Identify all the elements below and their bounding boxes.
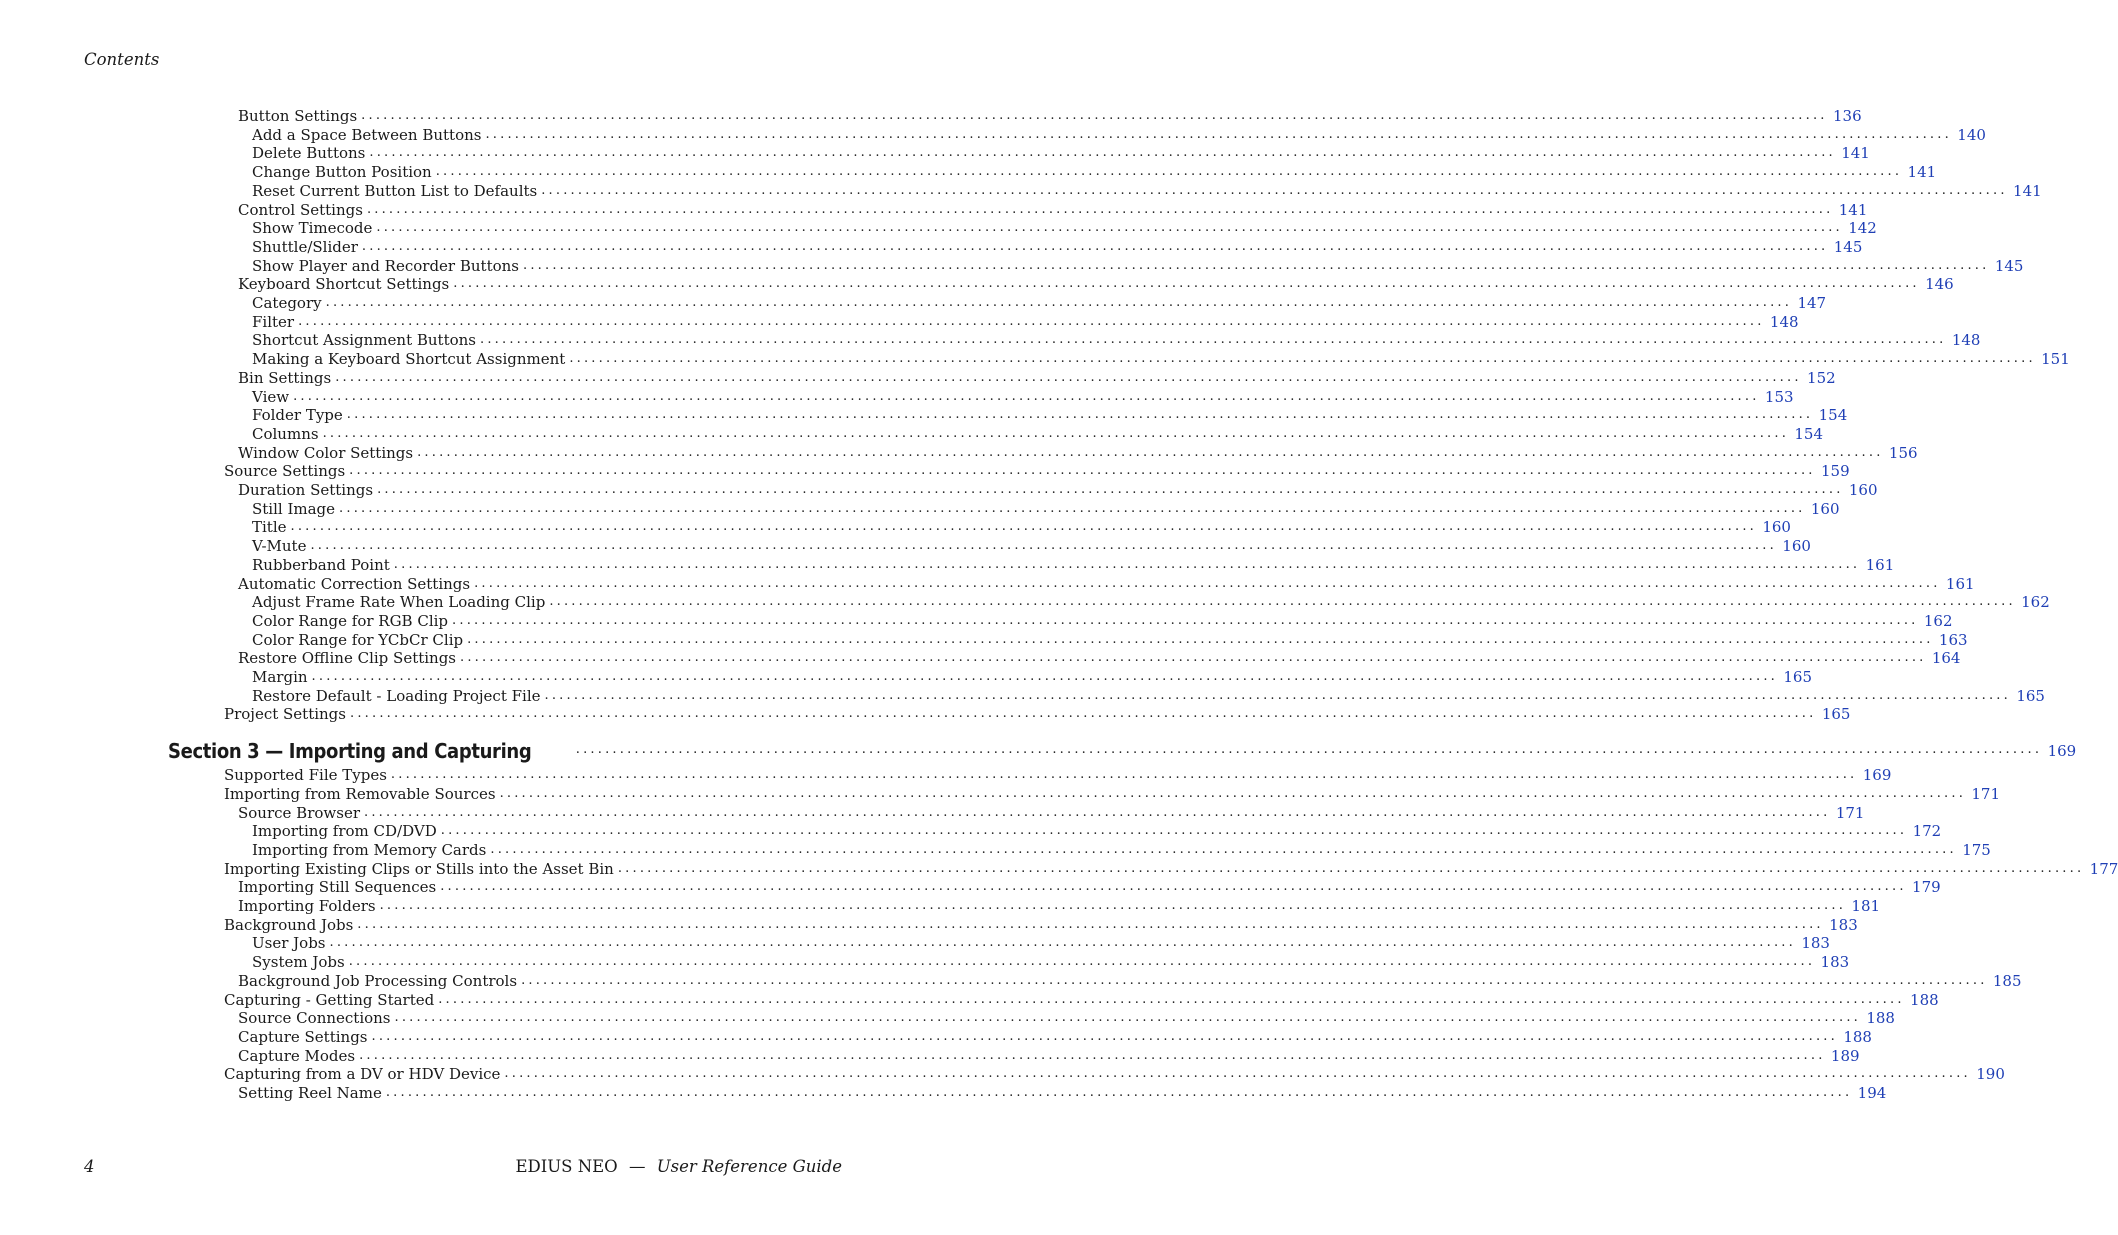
toc-entry[interactable] [252, 144, 1870, 163]
toc-page-link[interactable]: 169 [2047, 742, 2077, 761]
toc-dot-leader: ........................................................................................................................................................................................................ [376, 220, 1843, 236]
toc-entry[interactable] [238, 1009, 1895, 1028]
toc-entry-title: Importing Existing Clips or Stills into the Asset Bin [224, 859, 614, 878]
toc-page-link[interactable]: 160 [1782, 537, 1811, 556]
toc-entry[interactable] [252, 350, 2070, 369]
toc-entry[interactable] [252, 953, 1850, 972]
toc-entry[interactable] [252, 406, 1848, 425]
footer-product: EDIUS NEO [515, 1157, 618, 1176]
toc-dot-leader: ........................................................................................................................................................................................................ [504, 1066, 1971, 1082]
toc-page-link[interactable]: 177 [2089, 859, 2118, 878]
toc-entry-title: Keyboard Shortcut Settings [238, 275, 450, 294]
toc-page-link[interactable]: 153 [1764, 387, 1794, 406]
toc-entry[interactable] [238, 275, 1954, 294]
toc-entry-title: Columns [252, 424, 319, 443]
toc-entry-title: Reset Current Button List to Defaults [252, 181, 538, 200]
toc-page-link[interactable]: 190 [1976, 1065, 2005, 1084]
toc-dot-leader: ........................................................................................................................................................................................................ [361, 238, 1829, 254]
toc-entry-title: Show Timecode [252, 219, 373, 238]
toc-entry-title: Capturing from a DV or HDV Device [224, 1065, 501, 1084]
toc-dot-leader: ........................................................................................................................................................................................................ [329, 935, 1796, 951]
toc-dot-leader: ........................................................................................................................................................................................................ [350, 706, 1817, 722]
toc-entry[interactable] [252, 518, 1791, 537]
toc-dot-leader: ........................................................................................................................................................................................................ [541, 182, 2008, 198]
toc-entry[interactable] [238, 368, 1836, 388]
toc-page-link[interactable]: 151 [2041, 350, 2070, 369]
toc-dot-leader: ........................................................................................................................................................................................................ [298, 313, 1765, 329]
toc-page-link[interactable]: 194 [1857, 1084, 1887, 1102]
toc-entry[interactable] [252, 256, 2024, 276]
toc-entry[interactable] [238, 200, 1868, 220]
toc-entry-title: Background Job Processing Controls [238, 971, 518, 990]
toc-dot-leader: ........................................................................................................................................................................................................ [575, 742, 2043, 758]
toc-page-link[interactable]: 156 [1888, 443, 1918, 462]
toc-page-link[interactable]: 165 [2016, 686, 2045, 705]
toc-entry-title: Shuttle/Slider [252, 237, 358, 256]
toc-entry[interactable] [224, 784, 2001, 804]
toc-page-link[interactable]: 162 [2021, 593, 2050, 612]
toc-entry[interactable] [224, 990, 1939, 1010]
toc-entry-title: Importing from Removable Sources [224, 784, 496, 803]
toc-page-link[interactable]: 161 [1865, 555, 1895, 574]
toc-entry[interactable] [252, 537, 1811, 556]
toc-page-link[interactable]: 188 [1866, 1009, 1895, 1028]
toc-page-link[interactable]: 183 [1829, 915, 1858, 934]
toc-entry-title: Show Player and Recorder Buttons [252, 256, 519, 275]
toc-page-link[interactable]: 185 [1992, 971, 2022, 990]
toc-dot-leader: ........................................................................................................................................................................................................ [290, 519, 1757, 535]
toc-dot-leader: ........................................................................................................................................................................................................ [394, 1010, 1861, 1026]
toc-entry[interactable] [238, 649, 1961, 668]
toc-entry-title: Making a Keyboard Shortcut Assignment [252, 350, 566, 369]
toc-page-link[interactable]: 148 [1951, 331, 1981, 350]
toc-dot-leader: ........................................................................................................................................................................................................ [293, 388, 1760, 404]
toc-entry[interactable] [238, 897, 1881, 916]
toc-entry[interactable] [252, 499, 1840, 519]
toc-entry[interactable] [252, 668, 1813, 687]
toc-page-link[interactable]: 160 [1810, 499, 1840, 518]
toc-dot-leader: ........................................................................................................................................................................................................ [361, 108, 1828, 123]
toc-dot-leader: ........................................................................................................................................................................................................ [435, 164, 1903, 180]
page-number: 4 [84, 1157, 95, 1176]
footer-title [515, 1157, 842, 1176]
toc-entry-title: Window Color Settings [238, 443, 414, 462]
toc-dot-leader: ........................................................................................................................................................................................................ [474, 575, 1941, 591]
toc-dot-leader: ........................................................................................................................................................................................................ [467, 631, 1934, 647]
toc-entry-title: Filter [252, 312, 295, 331]
toc-entry[interactable] [238, 878, 1941, 897]
toc-page-link[interactable]: 183 [1820, 953, 1850, 972]
toc-page-link[interactable]: 181 [1851, 897, 1881, 915]
toc-page-link[interactable]: 179 [1912, 878, 1941, 897]
toc-dot-leader: ........................................................................................................................................................................................................ [480, 332, 1947, 348]
toc-dot-leader: ........................................................................................................................................................................................................ [371, 1028, 1838, 1044]
toc-page-link[interactable]: 142 [1848, 219, 1877, 238]
toc-dot-leader: ........................................................................................................................................................................................................ [357, 916, 1824, 932]
toc-page-link[interactable]: 171 [1971, 784, 2001, 803]
toc-page-link[interactable]: 175 [1962, 840, 1991, 859]
toc-dot-leader: ........................................................................................................................................................................................................ [617, 860, 2085, 876]
toc-page-link[interactable]: 163 [1938, 630, 1968, 649]
toc-entry-title: Duration Settings [238, 481, 374, 499]
toc-page-link[interactable]: 160 [1762, 518, 1791, 537]
toc-entry[interactable] [252, 822, 1942, 841]
toc-entry-title: Color Range for RGB Clip [252, 611, 449, 630]
toc-entry[interactable] [252, 219, 1877, 238]
toc-page-link[interactable]: 141 [2013, 181, 2042, 200]
toc-page-link[interactable]: 147 [1797, 294, 1827, 312]
toc-dot-leader: ........................................................................................................................................................................................................ [544, 687, 2011, 703]
toc-entry-title: Source Browser [238, 803, 360, 822]
toc-entry[interactable] [252, 424, 1824, 444]
toc-dot-leader: ........................................................................................................................................................................................................ [438, 991, 1905, 1007]
toc-entry[interactable] [238, 443, 1918, 463]
toc-entry-title: Category [252, 294, 322, 312]
toc-page-link[interactable]: 141 [1841, 144, 1870, 163]
toc-dot-leader: ........................................................................................................................................................................................................ [377, 482, 1844, 497]
toc-page-link[interactable]: 189 [1830, 1046, 1860, 1065]
toc-dot-leader: ........................................................................................................................................................................................................ [335, 369, 1802, 385]
toc-entry-title: Importing from CD/DVD [252, 822, 437, 841]
toc-entry-title: Background Jobs [224, 915, 354, 934]
toc-page-link[interactable]: 171 [1835, 803, 1865, 822]
toc-dot-leader: ........................................................................................................................................................................................................ [453, 276, 1920, 292]
toc-dot-leader: ........................................................................................................................................................................................................ [348, 954, 1816, 970]
toc-entry[interactable] [252, 630, 1968, 650]
toc-entry[interactable] [224, 915, 1858, 935]
toc-page-link[interactable]: 154 [1818, 406, 1848, 425]
toc-dot-leader: ........................................................................................................................................................................................................ [385, 1085, 1853, 1100]
toc-dot-leader: ........................................................................................................................................................................................................ [390, 767, 1858, 783]
toc-entry[interactable] [238, 1046, 1860, 1066]
toc-entry-title: Importing Folders [238, 897, 376, 915]
footer-separator: — [628, 1157, 646, 1176]
toc-entry[interactable] [252, 312, 1799, 332]
toc-page-link[interactable]: 154 [1794, 424, 1824, 443]
toc-dot-leader: ........................................................................................................................................................................................................ [417, 444, 1884, 460]
toc-page-link[interactable]: 188 [1843, 1027, 1872, 1046]
toc-entry-title: Color Range for YCbCr Clip [252, 630, 464, 649]
toc-entry[interactable] [252, 163, 1937, 182]
toc-entry[interactable] [252, 294, 1827, 313]
toc-entry-title: Capturing - Getting Started [224, 990, 435, 1009]
toc-entry-title: Section 3 — Importing and Capturing [168, 739, 532, 764]
toc-entry-title: Supported File Types [224, 766, 387, 785]
toc-dot-leader: ........................................................................................................................................................................................................ [393, 556, 1861, 572]
toc-entry[interactable] [238, 107, 1862, 126]
toc-page-link[interactable]: 165 [1783, 668, 1813, 686]
running-head: Contents [84, 50, 160, 69]
toc-dot-leader: ........................................................................................................................................................................................................ [523, 257, 1990, 273]
toc-dot-leader: ........................................................................................................................................................................................................ [452, 612, 1919, 628]
toc-entry-title: Capture Settings [238, 1027, 368, 1046]
toc-entry[interactable] [238, 971, 2022, 991]
toc-entry[interactable] [252, 387, 1794, 407]
toc-entry[interactable] [224, 705, 1851, 724]
toc-dot-leader: ........................................................................................................................................................................................................ [311, 669, 1779, 684]
toc-dot-leader: ........................................................................................................................................................................................................ [346, 407, 1814, 423]
toc-entry-title: Importing from Memory Cards [252, 840, 487, 859]
toc-page-link[interactable]: 160 [1848, 481, 1878, 499]
toc-entry-title: Rubberband Point [252, 555, 390, 574]
toc-dot-leader: ........................................................................................................................................................................................................ [460, 650, 1927, 666]
toc-entry-title: Add a Space Between Buttons [252, 125, 482, 144]
toc-entry-title: V-Mute [252, 537, 307, 556]
toc-dot-leader: ........................................................................................................................................................................................................ [549, 594, 2016, 610]
toc-entry-title: Control Settings [238, 200, 363, 219]
toc-entry[interactable] [252, 331, 1981, 350]
toc-entry[interactable] [252, 686, 2045, 706]
toc-entry-title: Project Settings [224, 705, 346, 724]
toc-page-link[interactable]: 161 [1945, 574, 1975, 593]
toc-entry-title: System Jobs [252, 953, 345, 972]
toc-dot-leader: ........................................................................................................................................................................................................ [339, 500, 1806, 516]
toc-entry-title: Restore Offline Clip Settings [238, 649, 457, 668]
toc-page-link[interactable]: 172 [1912, 822, 1942, 841]
toc-dot-leader: ........................................................................................................................................................................................................ [490, 841, 1957, 857]
toc-entry-title: Folder Type [252, 406, 343, 425]
toc-page-link[interactable]: 169 [1862, 766, 1892, 785]
toc-entry[interactable] [238, 1084, 1887, 1103]
toc-dot-leader: ........................................................................................................................................................................................................ [325, 295, 1793, 310]
toc-page-link[interactable]: 162 [1923, 611, 1953, 630]
toc-entry-title: Delete Buttons [252, 144, 366, 163]
toc-section-heading[interactable] [168, 737, 2077, 765]
toc-entry[interactable] [238, 481, 1878, 500]
toc-dot-leader: ........................................................................................................................................................................................................ [364, 804, 1831, 820]
toc-dot-leader: ........................................................................................................................................................................................................ [379, 898, 1847, 913]
toc-page-link[interactable]: 188 [1910, 990, 1939, 1009]
toc-dot-leader: ........................................................................................................................................................................................................ [359, 1047, 1826, 1063]
toc-entry[interactable] [252, 125, 1986, 145]
toc-page-link[interactable]: 145 [1833, 237, 1863, 256]
toc-entry[interactable] [252, 181, 2042, 201]
toc-dot-leader: ........................................................................................................................................................................................................ [440, 879, 1907, 895]
toc-entry-title: Restore Default - Loading Project File [252, 686, 541, 705]
toc-entry[interactable] [252, 237, 1863, 257]
toc-entry[interactable] [252, 611, 1953, 631]
toc-entry-title: Bin Settings [238, 368, 332, 387]
toc-entry[interactable] [238, 574, 1975, 594]
toc-entry-title: Adjust Frame Rate When Loading Clip [252, 593, 546, 612]
toc-dot-leader: ........................................................................................................................................................................................................ [366, 201, 1834, 217]
toc-dot-leader: ........................................................................................................................................................................................................ [322, 425, 1790, 441]
toc-entry[interactable] [252, 555, 1895, 575]
toc-entry-title: Change Button Position [252, 163, 432, 182]
toc-entry-title: Setting Reel Name [238, 1084, 382, 1102]
toc-entry-title: User Jobs [252, 934, 326, 953]
toc-entry[interactable] [252, 934, 1830, 953]
toc-entry-title: Importing Still Sequences [238, 878, 437, 897]
toc-entry-title: Capture Modes [238, 1046, 356, 1065]
toc-dot-leader: ........................................................................................................................................................................................................ [349, 463, 1816, 479]
toc-page-link[interactable]: 165 [1821, 705, 1851, 724]
toc-entry-title: Source Settings [224, 462, 346, 481]
toc-dot-leader: ........................................................................................................................................................................................................ [569, 351, 2036, 367]
toc-page-link[interactable]: 141 [1907, 163, 1937, 182]
toc-entry-title: View [252, 387, 290, 406]
toc-page-link[interactable]: 140 [1957, 125, 1986, 144]
toc-entry-title: Margin [252, 668, 308, 686]
toc-page-link[interactable]: 152 [1807, 368, 1836, 387]
toc-entry-title: Still Image [252, 499, 336, 518]
toc-page-link[interactable]: 159 [1820, 462, 1850, 481]
toc-dot-leader: ........................................................................................................................................................................................................ [499, 785, 1967, 801]
toc-entry-title: Shortcut Assignment Buttons [252, 331, 476, 350]
toc-entry[interactable] [224, 859, 2118, 879]
toc-entry[interactable] [252, 593, 2050, 612]
toc-entry[interactable] [224, 766, 1892, 785]
toc-entry-title: Button Settings [238, 107, 358, 125]
toc-dot-leader: ........................................................................................................................................................................................................ [310, 538, 1777, 554]
toc-entry[interactable] [224, 462, 1850, 481]
toc-entry[interactable] [224, 1065, 2005, 1084]
toc-page-link[interactable]: 148 [1769, 312, 1799, 331]
toc-dot-leader: ........................................................................................................................................................................................................ [485, 126, 1952, 142]
toc-entry-title: Title [252, 518, 287, 537]
toc-page-link[interactable]: 145 [1994, 256, 2024, 275]
toc-dot-leader: ........................................................................................................................................................................................................ [521, 972, 1988, 988]
toc-page-link[interactable]: 183 [1801, 934, 1830, 953]
footer-guide: User Reference Guide [656, 1157, 842, 1176]
toc-entry-title: Source Connections [238, 1009, 391, 1028]
toc-page-link[interactable]: 146 [1925, 275, 1954, 294]
toc-entry-title: Automatic Correction Settings [238, 574, 471, 593]
toc-dot-leader: ........................................................................................................................................................................................................ [440, 823, 1908, 839]
toc-page-link[interactable]: 164 [1931, 649, 1961, 668]
toc-entry[interactable] [238, 803, 1865, 823]
toc-entry[interactable] [252, 840, 1991, 860]
toc-page-link[interactable]: 136 [1833, 107, 1862, 125]
toc-page-link[interactable]: 141 [1838, 200, 1868, 219]
toc-entry[interactable] [238, 1027, 1872, 1047]
toc-dot-leader: ........................................................................................................................................................................................................ [369, 145, 1836, 161]
